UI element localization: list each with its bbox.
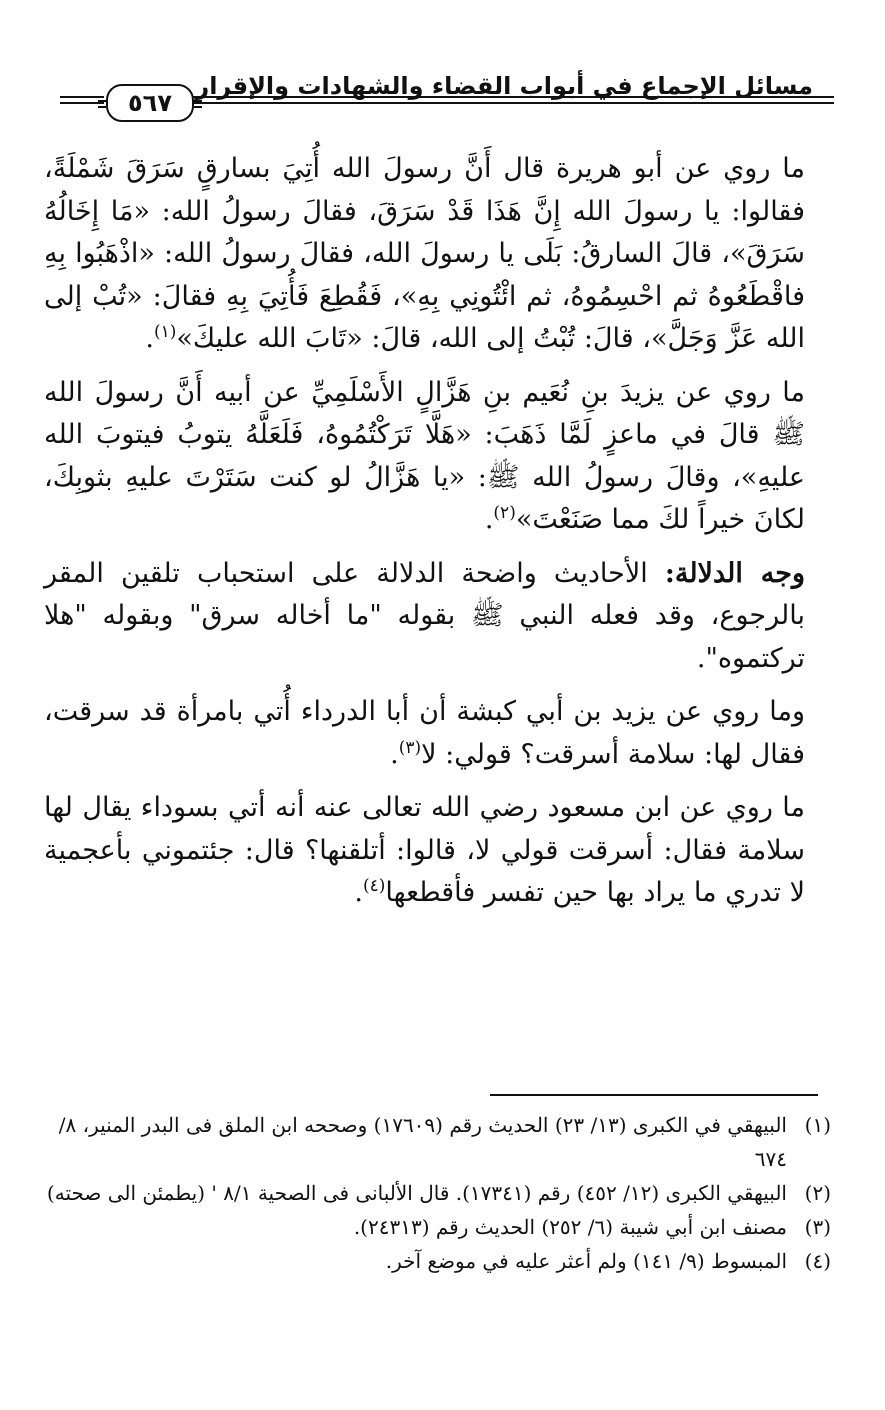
footnote-text: البيهقي الكبرى (١٢/ ٤٥٢) رقم (١٧٣٤١). قال الألبانى فى الصحية ٨/١ ' (يطمئن الى صحته) (46, 1181, 787, 1205)
footnote-number: (٤) (804, 1249, 831, 1273)
footnote-text: مصنف ابن أبي شيبة (٦/ ٢٥٢) الحديث رقم (٢٤٣١٣). (353, 1215, 787, 1239)
paragraph-end: . (484, 504, 494, 535)
paragraph-text: ما روي عن ابن مسعود رضي الله تعالى عنه أنه أتي بسوداء يقال لها سلامة فقال: أسرقت قولي لا، قالوا: أتلقنها؟ قال: جئتموني بأعجمية لا تدري ما يراد بها حين تفسر فأقطعها (44, 792, 805, 908)
footnote-ref: (٣) (398, 737, 422, 758)
paragraph-5 (44, 787, 839, 915)
footnotes (41, 1108, 831, 1278)
paragraph-1 (44, 148, 839, 361)
footnote-separator (490, 1094, 818, 1096)
paragraph-text: ما روي عن يزيدَ بنِ نُعَيم بنِ هَزَّالٍ الأَسْلَمِيِّ عن أبيه أَنَّ رسولَ الله ﷺ قالَ في ماعزٍ لَمَّا ذَهَبَ: «هَلَّا تَرَكْتُمُوهُ، فَلَعَلَّهُ يتوبُ فيتوبَ الله عليهِ»، وقالَ رسولُ الله ﷺ: «يا هَزَّالُ لو كنت سَتَرْتَ عليهِ بثوبِكَ، لكانَ خيراً لكَ مما صَنَعْتَ» (44, 376, 805, 535)
paragraph-3 (44, 553, 839, 681)
paragraph-text: ما روي عن أبو هريرة قال أَنَّ رسولَ الله أُتِيَ بسارقٍ سَرَقَ شَمْلَةً، فقالوا: يا رسولَ الله إِنَّ هَذَا قَدْ سَرَقَ، فقالَ رسولُ الله: «مَا إِخَالُهُ سَرَقَ»، قالَ السارقُ: بَلَى يا رسولَ الله، فقالَ رسولُ الله: «اذْهَبُوا بِهِ فاقْطَعُوهُ ثم احْسِمُوهُ، ثم ائْتُونِي بِهِ»، فَقُطِعَ فَأُتِيَ بِهِ فقالَ: «تُبْ إلى الله عَزَّ وَجَلَّ»، قالَ: تُبْتُ إلى الله، قالَ: «تَابَ الله عليكَ» (44, 153, 805, 354)
footnote-ref: (٤) (362, 876, 386, 896)
footnote-text: البيهقي في الكبرى (١٣/ ٢٣) الحديث رقم (١٧٦٠٩) وصححه ابن الملق فى البدر المنير، ٨/ ٦٧٤ (58, 1113, 787, 1171)
header-double-rule (192, 96, 834, 104)
paragraph-end: . (145, 323, 154, 354)
paragraph-end: . (354, 877, 363, 908)
footnote-2 (41, 1176, 831, 1210)
footnote-3 (41, 1210, 831, 1244)
paragraph-4 (44, 691, 839, 776)
footnote-ref: (١) (153, 322, 177, 342)
footnote-number: (١) (804, 1113, 831, 1137)
main-text (44, 148, 839, 915)
paragraph-text: الأحاديث واضحة الدلالة على استحباب تلقين المقر بالرجوع، وقد فعله النبي ﷺ بقوله "ما أخاله سرق" وبقوله "هلا تركتموه". (44, 557, 805, 674)
running-head-title: مسائل الإجماع في أبواب القضاء والشهادات والإقرار (195, 72, 813, 100)
paragraph-end: . (390, 738, 399, 770)
footnote-ref: (٢) (493, 503, 516, 523)
footnote-number: (٣) (804, 1215, 831, 1239)
footnote-text: المبسوط (٩/ ١٤١) ولم أعثر عليه في موضع آخر. (385, 1249, 787, 1273)
header-double-rule-left (60, 96, 104, 104)
footnote-4 (41, 1244, 831, 1278)
footnote-number: (٢) (804, 1181, 831, 1205)
paragraph-text: وما روي عن يزيد بن أبي كبشة أن أبا الدرداء أُتي بامرأة قد سرقت، فقال لها: سلامة أسرقت؟ قولي: لا (44, 696, 805, 770)
page-number: ٥٦٧ (128, 89, 172, 117)
evidence-heading: وجه الدلالة: (664, 557, 805, 589)
paragraph-2 (44, 372, 839, 542)
page-number-frame (106, 84, 194, 122)
footnote-1 (41, 1108, 831, 1176)
